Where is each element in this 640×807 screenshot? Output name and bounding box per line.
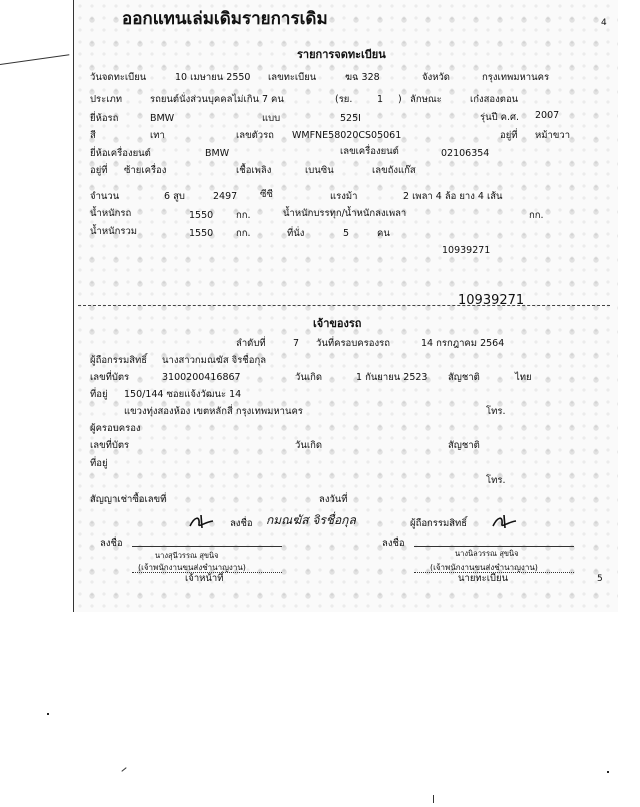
margin-mark: [0, 54, 69, 65]
tel-label: โทร.: [486, 406, 506, 417]
right-official-role: นายทะเบียน: [458, 573, 509, 584]
scan-speck: [433, 795, 434, 803]
owner-signature-name: กมณฆัส จิรชื่อกุล: [266, 513, 356, 527]
nat-value: ไทย: [515, 372, 532, 383]
type-value: รถยนต์นั่งส่วนบุคคลไม่เกิน 7 คน: [150, 94, 284, 105]
engine-no-label: เลขเครื่องยนต์: [340, 146, 399, 157]
owner-initial-right: [490, 512, 520, 532]
reg-date-label: วันจดทะเบียน: [90, 72, 147, 83]
chassis-label: เลขตัวรถ: [236, 130, 274, 141]
addr-value-2: แขวงทุ่งสองห้อง เขตหลักสี่ กรุงเทพมหานคร: [124, 406, 303, 417]
right-official-name: นางนิลวรรณ สุขนิจ: [455, 549, 519, 558]
serial-number: 10939271: [442, 245, 491, 256]
color-value: เทา: [150, 130, 165, 141]
cc-label: ซีซี: [260, 189, 273, 200]
owner-sign-label: ลงชื่อ: [230, 518, 253, 529]
right-official-caption: (เจ้าพนักงานขนส่งชำนาญงาน): [430, 563, 538, 572]
province-label: จังหวัด: [422, 72, 450, 83]
rs-value: 1: [377, 94, 384, 105]
possessor-label: ผู้ครอบครอง: [90, 423, 141, 434]
weight-label: น้ำหนักรถ: [90, 208, 132, 219]
chassis-loc-value: หม้าขวา: [535, 130, 571, 141]
chassis-loc-label: อยู่ที่: [500, 130, 518, 141]
gas-tank-label: เลขถังแก๊ส: [372, 165, 416, 176]
possess-date-value: 14 กรกฎาคม 2564: [421, 338, 505, 349]
rs-close: ): [398, 94, 402, 105]
model-value: 525I: [340, 113, 361, 124]
engine-brand-label: ยี่ห้อเครื่องยนต์: [90, 148, 151, 159]
fuel-label: เชื้อเพลิง: [236, 165, 272, 176]
count-value: 6 สูบ: [164, 191, 185, 202]
reg-section-title: รายการจดทะเบียน: [297, 48, 386, 61]
addr-value-1: 150/144 ซอยแจ้งวัฒนะ 14: [124, 389, 242, 400]
cc-value: 2497: [213, 191, 238, 202]
section-divider: [78, 305, 610, 306]
dob-label: วันเกิด: [295, 372, 322, 383]
axle-value: 2 เพลา 4 ล้อ ยาง 4 เส้น: [403, 191, 503, 202]
tel2-label: โทร.: [486, 475, 506, 486]
type-label: ประเภท: [90, 94, 123, 105]
id2-label: เลขที่บัตร: [90, 440, 130, 451]
right-official-sign-line: [414, 546, 574, 547]
color-label: สี: [90, 130, 96, 141]
char-value: เก๋งสองตอน: [470, 94, 519, 105]
seats-unit: คน: [377, 228, 390, 239]
scan-speck: [121, 767, 126, 772]
id-value: 3100200416867: [162, 372, 241, 383]
year-value: 2007: [535, 110, 560, 121]
page-number-top: 4: [601, 18, 607, 28]
dob-value: 1 กันยายน 2523: [356, 372, 428, 383]
kg1: กก.: [236, 210, 251, 221]
char-label: ลักษณะ: [410, 94, 442, 105]
seats-label: ที่นั่ง: [287, 228, 305, 239]
owner-sign-role: ผู้ถือกรรมสิทธิ์: [410, 518, 468, 529]
left-official-caption-text: เจ้าพนักงานขนส่งชำนาญงาน: [141, 563, 243, 572]
engine-no-value: 02106354: [441, 148, 490, 159]
owner-section-title: เจ้าของรถ: [313, 317, 362, 330]
total-weight-value: 1550: [189, 228, 214, 239]
serial-number-cut: 10939271: [458, 293, 525, 308]
scan-speck: [47, 713, 49, 715]
addr2-label: ที่อยู่: [90, 458, 108, 469]
kg2: กก.: [529, 210, 544, 221]
nat-label: สัญชาติ: [448, 372, 480, 383]
possess-date-label: วันที่ครอบครองรถ: [316, 338, 390, 349]
engine-brand-value: BMW: [205, 148, 230, 159]
total-weight-label: น้ำหนักรวม: [90, 226, 138, 237]
id-label: เลขที่บัตร: [90, 372, 130, 383]
reg-date-value: 10 เมษายน 2550: [175, 72, 251, 83]
order-label: ลำดับที่: [236, 338, 266, 349]
right-official-caption-text: เจ้าพนักงานขนส่งชำนาญงาน: [433, 563, 535, 572]
brand-value: BMW: [150, 113, 175, 124]
year-label: รุ่นปี ค.ศ.: [480, 112, 520, 123]
rs-label: (รย.: [335, 94, 353, 105]
engine-loc-value: ซ้ายเครื่อง: [124, 165, 167, 176]
kg3: กก.: [236, 228, 251, 239]
province-value: กรุงเทพมหานคร: [482, 72, 550, 83]
order-value: 7: [293, 338, 300, 349]
plate-value: ฆฉ 328: [345, 72, 380, 83]
plate-label: เลขทะเบียน: [268, 72, 317, 83]
seats-value: 5: [343, 228, 350, 239]
scan-speck: [607, 771, 609, 773]
page-number-bottom: 5: [597, 574, 603, 584]
dob2-label: วันเกิด: [295, 440, 322, 451]
load-label: น้ำหนักบรรทุก/น้ำหนักลงเพลา: [283, 208, 407, 219]
hp-label: แรงม้า: [330, 191, 358, 202]
left-official-name: นางสุนีวรรณ สุขนิจ: [155, 551, 219, 560]
fuel-value: เบนซิน: [305, 165, 334, 176]
lease-label: สัญญาเช่าซื้อเลขที่: [90, 494, 167, 505]
left-official-caption: (เจ้าพนักงานขนส่งชำนาญงาน): [138, 563, 246, 572]
weight-value: 1550: [189, 210, 214, 221]
left-official-role: เจ้าหน้าที่: [185, 573, 224, 584]
left-official-sign-label: ลงชื่อ: [100, 538, 123, 549]
brand-label: ยี่ห้อรถ: [90, 113, 119, 124]
count-label: จำนวน: [90, 191, 120, 202]
left-official-sign-line: [132, 546, 282, 547]
engine-loc-label: อยู่ที่: [90, 165, 108, 176]
document-title: ออกแทนเล่มเดิมรายการเดิม: [122, 9, 328, 29]
nat2-label: สัญชาติ: [448, 440, 480, 451]
chassis-value: WMFNE58020CS05061: [292, 130, 402, 141]
model-label: แบบ: [262, 113, 281, 124]
owner-initial-left: [187, 512, 217, 532]
holder-value: นางสาวกมณฆัส จิรชื่อกุล: [162, 355, 267, 366]
holder-label: ผู้ถือกรรมสิทธิ์: [90, 355, 148, 366]
lease-date-label: ลงวันที่: [319, 494, 348, 505]
right-official-sign-label: ลงชื่อ: [382, 538, 405, 549]
addr-label: ที่อยู่: [90, 389, 108, 400]
